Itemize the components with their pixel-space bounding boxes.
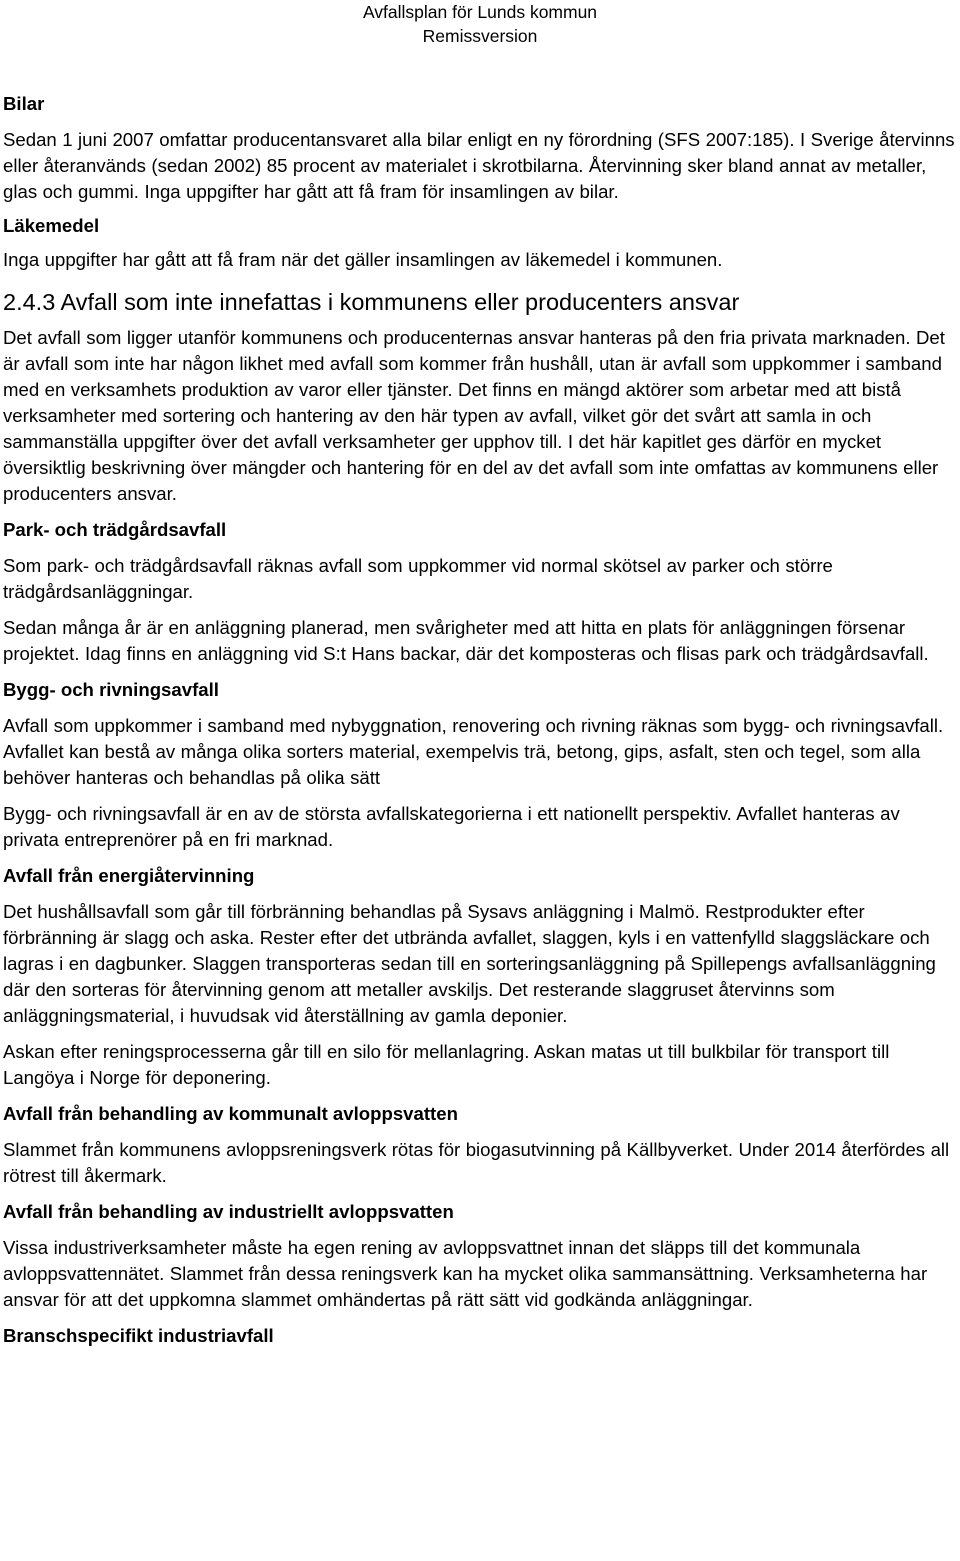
header-subtitle: Remissversion	[422, 26, 538, 46]
document-body	[3, 91, 957, 1349]
page-header	[0, 0, 960, 48]
section-title-2-4-3: 2.4.3 Avfall som inte innefattas i kommunens eller producenters ansvar	[3, 289, 740, 315]
paragraph-2-4-3: Det avfall som ligger utanför kommunens och producenternas ansvar hanteras på den fria privata marknaden. Det är avfall som inte har någon likhet med avfall som kommer från hushåll, utan är avfall som uppkommer i samband med en verksamhets produktion av varor eller tjänster. Det finns en mängd aktörer som arbetar med att bistå verksamheter med sortering och hantering av den här typen av avfall, vilket gör det svårt att samla in och sammanställa uppgifter över det avfall verksamheter ger upphov till. I det här kapitlet ges därför en mycket översiktlig beskrivning över mängder och hantering för en del av det avfall som inte omfattas av kommunens eller producenters ansvar.	[3, 327, 945, 504]
paragraph-industriellt: Vissa industriverksamheter måste ha egen rening av avloppsvattnet innan det släpps till det kommunala avloppsvattennätet. Slammet från dessa reningsverk kan ha mycket olika sammansättning. Verksamheterna har ansvar för att det uppkomna slammet omhändertas på rätt sätt vid godkända anläggningar.	[3, 1237, 928, 1310]
paragraph-park-2: Sedan många år är en anläggning planerad, men svårigheter med att hitta en plats för anläggningen försenar projektet. Idag finns en anläggning vid S:t Hans backar, där det komposteras och flisas park och trädgårdsavfall.	[3, 617, 929, 664]
paragraph-bilar: Sedan 1 juni 2007 omfattar producentansvaret alla bilar enligt en ny förordning (SFS 2007:185). I Sverige återvinns eller återanvänds (sedan 2002) 85 procent av materialet i skrotbilarna. Återvinning sker bland annat av metaller, glas och gummi. Inga uppgifter har gått att få fram för insamlingen av bilar.	[3, 129, 955, 202]
paragraph-kommunalt: Slammet från kommunens avloppsreningsverk rötas för biogasutvinning på Källbyverket. Under 2014 återfördes all rötrest till åkermark.	[3, 1139, 950, 1186]
heading-bygg: Bygg- och rivningsavfall	[3, 679, 219, 700]
heading-lakemedel: Läkemedel	[3, 215, 100, 236]
paragraph-energi-1: Det hushållsavfall som går till förbränning behandlas på Sysavs anläggning i Malmö. Restprodukter efter förbränning är slagg och aska. Rester efter det utbrända avfallet, slaggen, kyls i en vattenfylld slaggsläckare och lagras i en dagbunker. Slaggen transporteras sedan till en sorteringsanläggning på Spillepengs avfallsanläggning där den sorteras för återvinning genom att metaller avskiljs. Det resterande slaggruset återvinns som anläggningsmaterial, i huvudsak vid återställning av gamla deponier.	[3, 901, 936, 1026]
paragraph-park-1: Som park- och trädgårdsavfall räknas avfall som uppkommer vid normal skötsel av parker och större trädgårdsanläggningar.	[3, 555, 833, 602]
heading-bilar: Bilar	[3, 93, 45, 114]
heading-bransch: Branschspecifikt industriavfall	[3, 1325, 274, 1346]
heading-kommunalt: Avfall från behandling av kommunalt avloppsvatten	[3, 1103, 458, 1124]
heading-industriellt: Avfall från behandling av industriellt avloppsvatten	[3, 1201, 454, 1222]
paragraph-energi-2: Askan efter reningsprocesserna går till en silo för mellanlagring. Askan matas ut till bulkbilar för transport till Langöya i Norge för deponering.	[3, 1041, 890, 1088]
paragraph-lakemedel: Inga uppgifter har gått att få fram när det gäller insamlingen av läkemedel i kommunen.	[3, 249, 723, 270]
paragraph-bygg-2: Bygg- och rivningsavfall är en av de största avfallskategorierna i ett nationellt perspektiv. Avfallet hanteras av privata entreprenörer på en fri marknad.	[3, 803, 900, 850]
heading-park: Park- och trädgårdsavfall	[3, 519, 227, 540]
heading-energi: Avfall från energiåtervinning	[3, 865, 255, 886]
header-title: Avfallsplan för Lunds kommun	[362, 2, 598, 22]
paragraph-bygg-1: Avfall som uppkommer i samband med nybyggnation, renovering och rivning räknas som bygg- och rivningsavfall. Avfallet kan bestå av många olika sorters material, exempelvis trä, betong, gips, asfalt, sten och tegel, som alla behöver hanteras och behandlas på olika sätt	[3, 715, 944, 788]
